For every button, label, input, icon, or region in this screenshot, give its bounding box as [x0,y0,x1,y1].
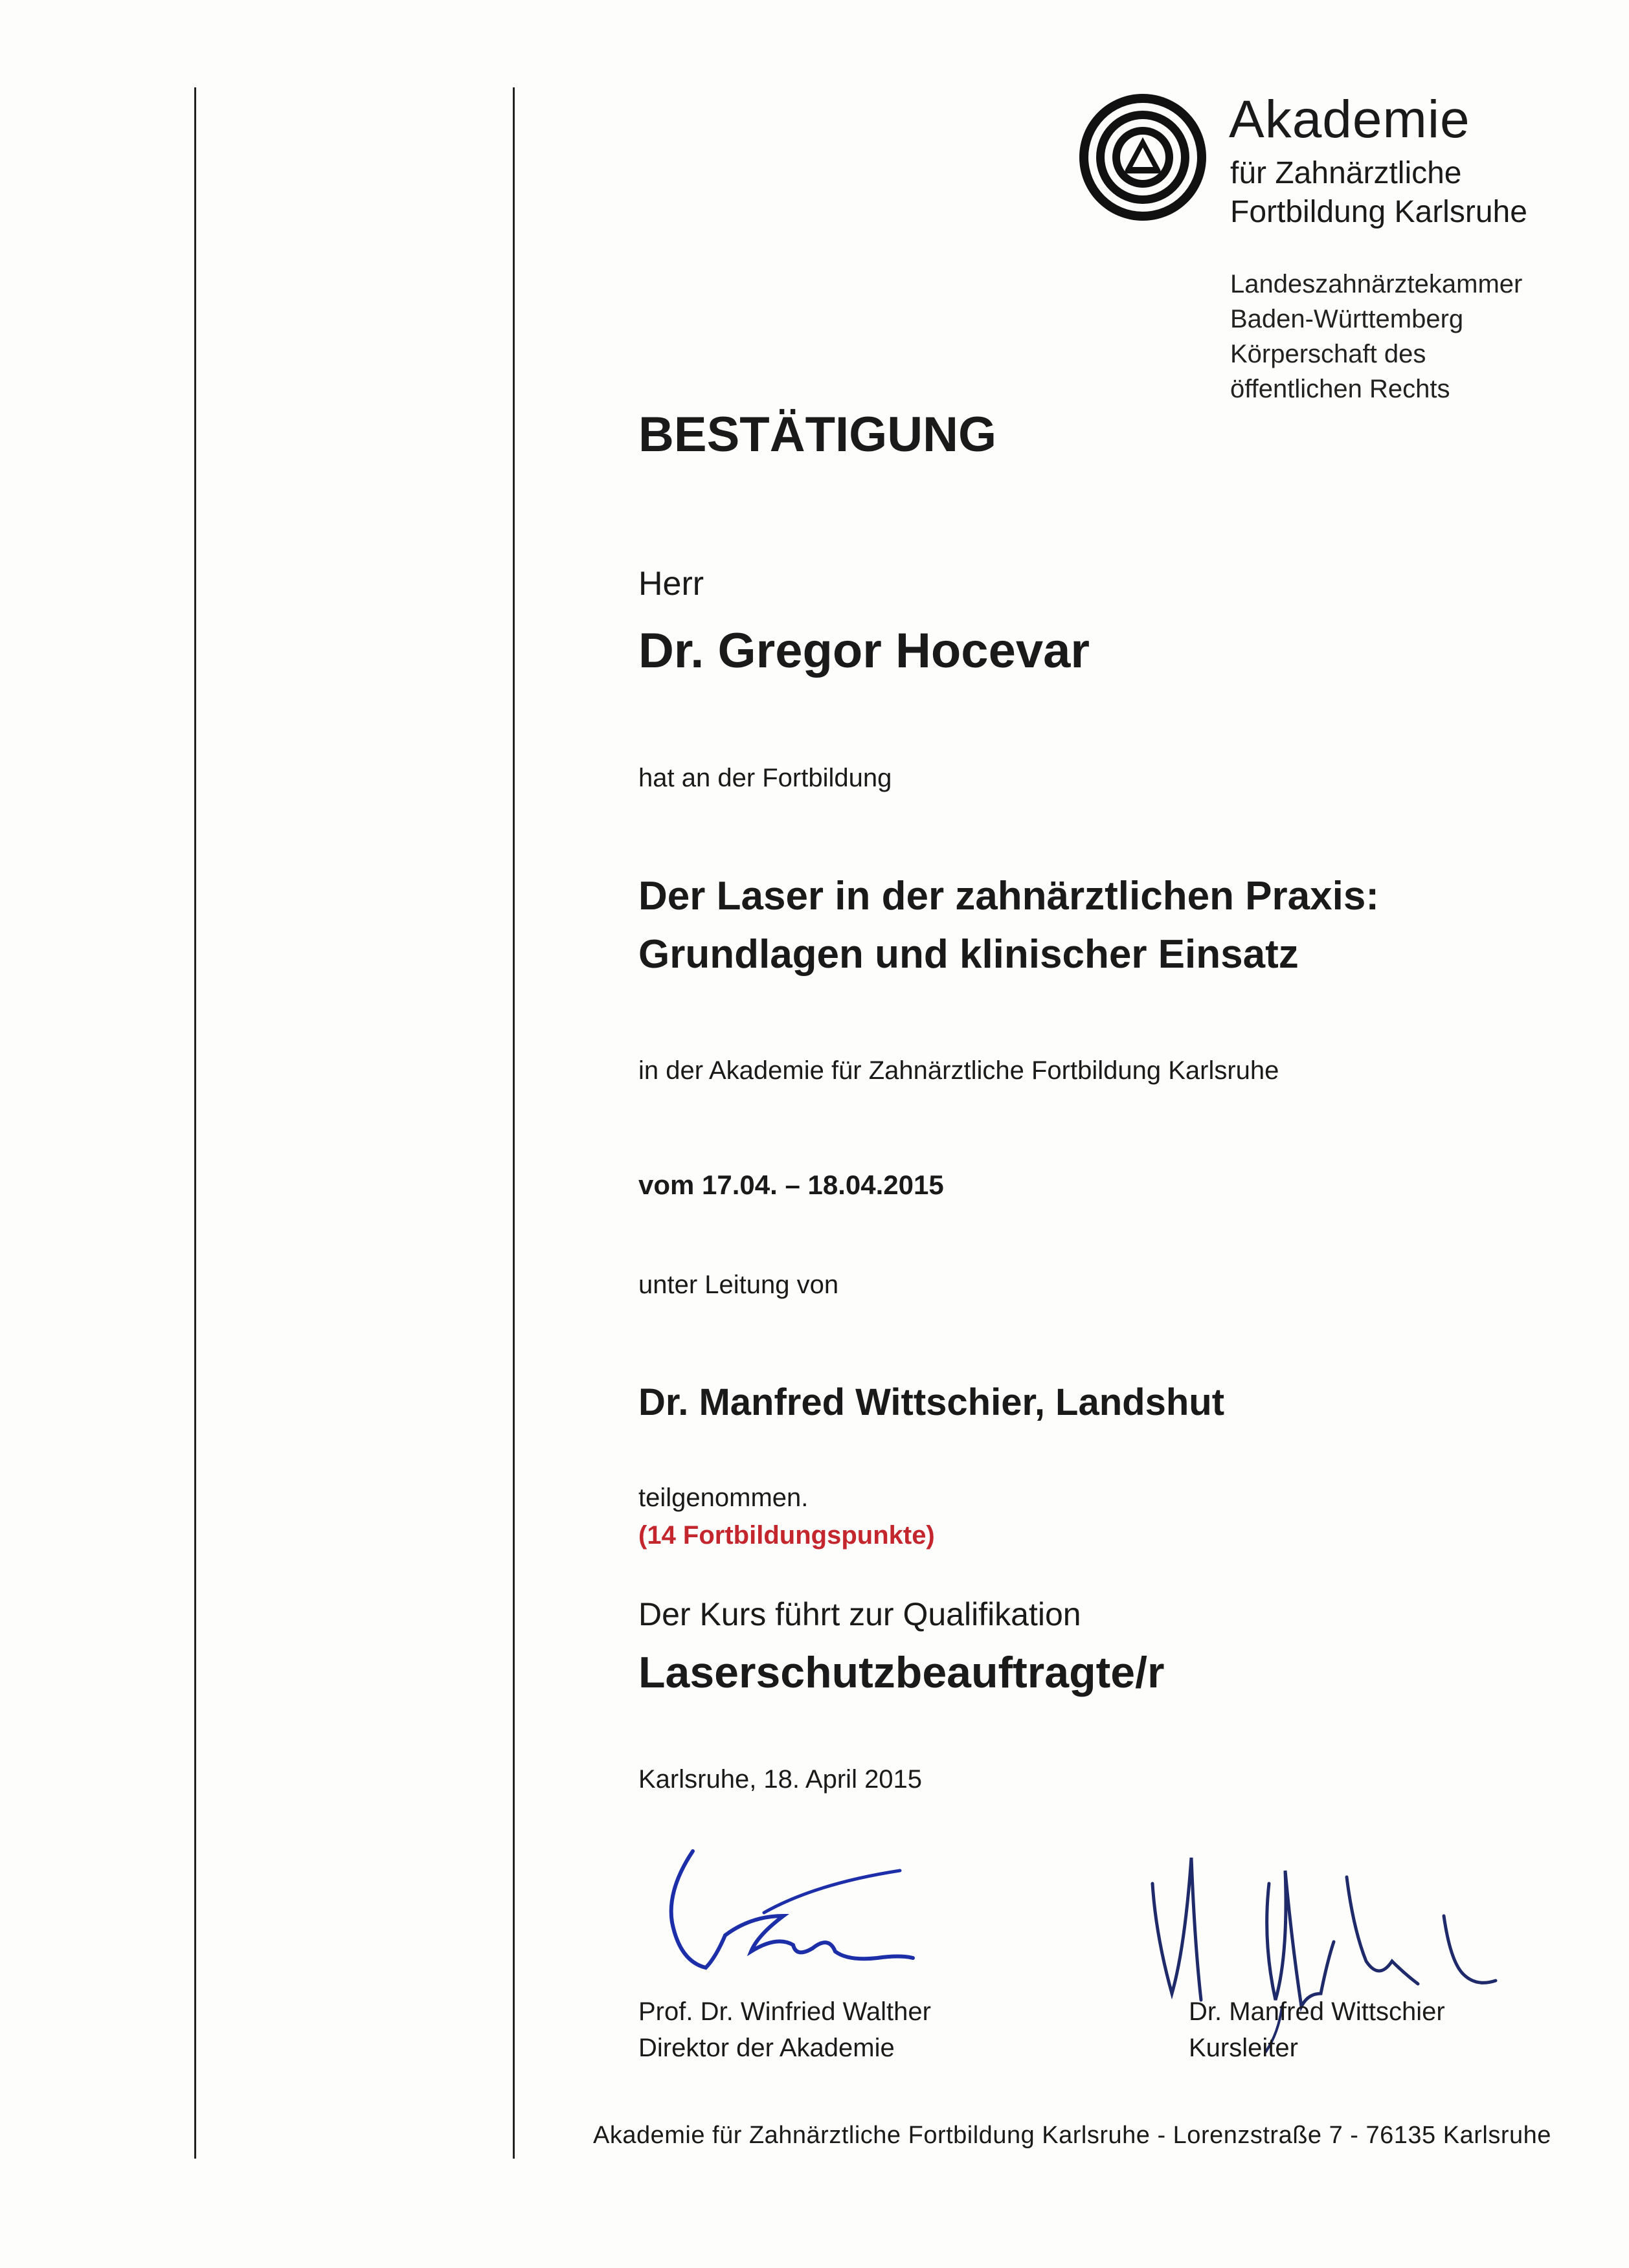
signatory-1 [638,1994,931,2066]
chamber-block [1230,267,1522,406]
qualification-title: Laserschutzbeauftragte/r [638,1648,1165,1697]
course-title-line-1: Der Laser in der zahnärztlichen Praxis: [638,874,1379,918]
chamber-line: Landeszahnärztekammer [1230,270,1523,298]
footer-address: Akademie für Zahnärztliche Fortbildung Karlsruhe - Lorenzstraße 7 - 76135 Karlsruhe [593,2122,1551,2149]
participated-text: teilgenommen. [638,1484,809,1512]
organization-subtitle [1230,154,1527,232]
course-title-line-2: Grundlagen und klinischer Einsatz [638,932,1299,977]
left-margin-rule-1 [194,87,196,2159]
leader-intro: unter Leitung von [638,1271,839,1299]
organization-title: Akademie [1229,90,1470,149]
signature-walther-icon [654,1838,926,1987]
location-text: in der Akademie für Zahnärztliche Fortbildung Karlsruhe [638,1056,1279,1085]
course-dates: vom 17.04. – 18.04.2015 [638,1170,944,1200]
signatory-1-name: Prof. Dr. Winfried Walther [638,1997,931,2026]
organization-subtitle-line-1: für Zahnärztliche [1230,156,1462,190]
left-margin-rule-2 [513,87,515,2159]
course-title [638,867,1379,984]
signatory-2-role: Kursleiter [1189,2034,1298,2062]
certificate-heading: BESTÄTIGUNG [638,407,997,462]
recipient-name: Dr. Gregor Hocevar [638,623,1090,678]
signatory-1-role: Direktor der Akademie [638,2034,895,2062]
signatory-2 [1189,1994,1445,2066]
salutation: Herr [638,565,704,603]
place-and-date: Karlsruhe, 18. April 2015 [638,1765,923,1794]
organization-subtitle-line-2: Fortbildung Karlsruhe [1230,195,1527,229]
course-leader: Dr. Manfred Wittschier, Landshut [638,1381,1225,1423]
signatory-2-name: Dr. Manfred Wittschier [1189,1997,1445,2026]
concentric-rounded-triangle-logo-icon [1076,91,1209,224]
training-points: (14 Fortbildungspunkte) [638,1521,935,1550]
qualification-intro: Der Kurs führt zur Qualifikation [638,1596,1081,1632]
chamber-line: Körperschaft des [1230,340,1426,368]
intro-text: hat an der Fortbildung [638,764,892,792]
chamber-line: Baden-Württemberg [1230,305,1464,333]
chamber-line: öffentlichen Rechts [1230,375,1450,403]
